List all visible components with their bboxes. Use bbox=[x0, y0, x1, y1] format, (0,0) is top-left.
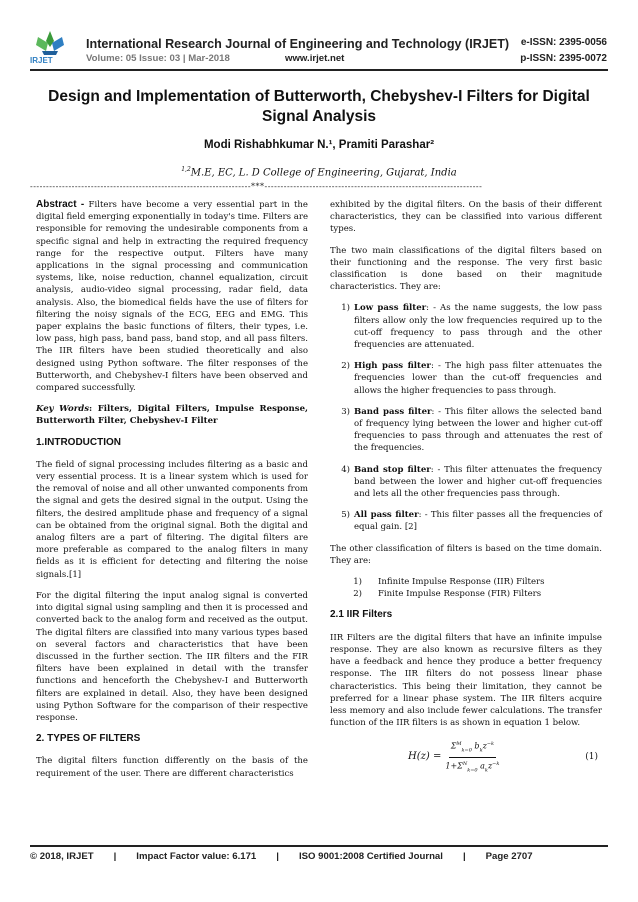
iir-heading: 2.1 IIR Filters bbox=[330, 609, 393, 621]
footer-separator: | bbox=[276, 851, 279, 862]
list-item: 1) Low pass filter: - As the name suggests, the low pass filters allow only the low frequencies required up to the cut-off frequency to pass through and the other frequencies are attenuated. bbox=[341, 303, 602, 351]
footer bbox=[30, 851, 608, 862]
list-item: 5) All pass filter: - This filter passes all the frequencies of equal gain. [2] bbox=[341, 510, 602, 533]
keywords-heading: Key Words bbox=[36, 404, 90, 415]
abstract-heading: Abstract - bbox=[36, 199, 85, 210]
filter-types-list bbox=[330, 302, 602, 533]
abstract bbox=[36, 199, 308, 394]
iir-paragraph: IIR Filters are the digital filters that have an infinite impulse response. They are also known as recursive filters as they have a feedback and hence they produce a better frequency response. The IIR filters do not possess linear phase characteristics. This being their limitation, they cannot be preferred for a linear phase system. The IIR filters acquire less memory and also include fewer calculations. The transfer function of the IIR filters is as shown in equation 1 below. bbox=[330, 632, 602, 729]
list-item: 2) High pass filter: - The high pass filter attenuates the frequencies lower than the cut-off frequencies and allows the higher frequencies to pass through. bbox=[341, 361, 602, 396]
affiliation-superscript: 1,2 bbox=[181, 166, 191, 173]
equation-1 bbox=[330, 738, 602, 776]
paper-authors: Modi Rishabhkumar N.¹, Pramiti Parashar² bbox=[203, 139, 435, 151]
keywords-text: : Filters, Digital Filters, Impulse Response, Butterworth Filter, Chebyshev-I Filter bbox=[36, 404, 308, 427]
footer-iso: ISO 9001:2008 Certified Journal bbox=[298, 851, 443, 862]
equation-denominator: $1+\Sigma^N_{k=0}$ $a_kz^{-k}$ bbox=[445, 760, 500, 774]
paper-affiliation bbox=[0, 166, 638, 178]
equation-lhs: H(z) = bbox=[408, 751, 442, 763]
right-column bbox=[330, 199, 602, 776]
right-paragraph-2: The two main classifications of the digital filters based on their functioning and the response. The very first basic classification is done based on their magnitude characteristics. They are: bbox=[330, 245, 602, 293]
equation-numerator: $\Sigma^M_{k=0}$ $b_kz^{-k}$ bbox=[449, 738, 496, 757]
abstract-text: Filters have become a very essential part in the digital field emerging exponentially in today's time. Filters are responsible for removing the undesirable components from a specific signal and help in extracting the required frequency range for the respective output. Filters have many applications in the signal processing and communication systems, like, noise reduction, channel equalization, circuit analysis, audio-video signal processing, radar field, data analysis. Also, the biomedical fields have the use of filters for filtering the noisy signals of the ECG, EEG and EMG. This paper explains the basic functions of filters, their types, i.e. low pass, high pass, band pass, band stop, and all pass filters. The IIR filters have been studied theoretically and also designed using Python software. The filter responses of the Butterworth, and Chebyshev-I filters have been observed and compared successfully. bbox=[36, 200, 308, 394]
journal-website[interactable]: www.irjet.net bbox=[285, 53, 345, 64]
left-column bbox=[36, 199, 308, 789]
paper-title: Design and Implementation of Butterworth, Chebyshev-I Filters for Digital Signal Analysis bbox=[48, 88, 590, 125]
time-domain-list bbox=[330, 576, 602, 600]
footer-separator: | bbox=[462, 851, 466, 862]
section-divider: ---------------------------------------------------------------------***-------------------------------------------------------------------- bbox=[30, 182, 483, 191]
right-paragraph-1: exhibited by the digital filters. On the basis of their different characteristics, they can be classified into various different types. bbox=[330, 200, 602, 235]
footer-impact: Impact Factor value: 6.171 bbox=[136, 851, 257, 862]
right-paragraph-3: The other classification of filters is based on the time domain. They are: bbox=[330, 543, 602, 566]
affiliation-text: M.E, EC, L. D College of Engineering, Gujarat, India bbox=[190, 167, 457, 179]
types-paragraph: The digital filters function differently on the basis of the requirement of the user. There are different characteristics bbox=[36, 756, 308, 779]
journal-volume: Volume: 05 Issue: 03 | Mar-2018 bbox=[86, 53, 230, 64]
list-item: 3) Band pass filter: - This filter allows the selected band of frequency lying between the lower and higher cut-off frequencies to pass through and attenuates the rest of the frequencies. bbox=[341, 406, 602, 454]
list-item: 4) Band stop filter: - This filter attenuates the frequency band between the lower and higher cut-off frequencies and lets all the other frequencies pass through. bbox=[341, 464, 602, 500]
intro-paragraph-2: For the digital filtering the input analog signal is converted into digital signal using sampling and then it is processed and converted back to the analog form and received as the output. The digital filters are classified into many various types based on several factors and characteristics that have been discussed in the further section. The IIR filters and the FIR filters have been explained in detail with the transfer functions and henceforth the Chebyshev-I and Butterworth filters are explained in detail. Also, they have been designed using Python Software for the comparison of their respective response. bbox=[36, 590, 308, 723]
footer-separator: | bbox=[113, 851, 117, 862]
pissn: p-ISSN: 2395-0072 bbox=[520, 53, 607, 64]
logo-text: IRJET bbox=[30, 56, 53, 65]
equation-fraction bbox=[445, 738, 499, 776]
header-rule bbox=[30, 69, 608, 71]
list-item: 2) Finite Impulse Response (FIR) Filters bbox=[353, 589, 542, 600]
footer-copyright: © 2018, IRJET bbox=[30, 851, 94, 862]
irjet-logo bbox=[30, 29, 70, 59]
types-heading: 2. TYPES OF FILTERS bbox=[36, 733, 141, 745]
eissn: e-ISSN: 2395-0056 bbox=[520, 37, 607, 48]
journal-title: International Research Journal of Engineering and Technology (IRJET) bbox=[86, 37, 510, 51]
equation-number: (1) bbox=[585, 752, 598, 763]
footer-rule bbox=[30, 845, 608, 847]
footer-page: Page 2707 bbox=[485, 851, 533, 862]
list-item: 1) Infinite Impulse Response (IIR) Filters bbox=[353, 577, 545, 588]
keywords bbox=[36, 403, 308, 427]
intro-paragraph-1: The field of signal processing includes filtering as a basic and very essential process. It is a linear system which is used for the removal of noise and all other unwanted components from the signal and gets the desired signal in the output. Using the filters, the desired amplitude phase and frequency of a signal can be obtained from the original signal. Both the digital and analog filters are a part of filtering. The digital filters are more preferable as compared to the analog filters in many fields as it is efficient for detecting and filtering the noise signals.[1] bbox=[36, 459, 308, 580]
introduction-heading: 1.INTRODUCTION bbox=[36, 436, 121, 448]
